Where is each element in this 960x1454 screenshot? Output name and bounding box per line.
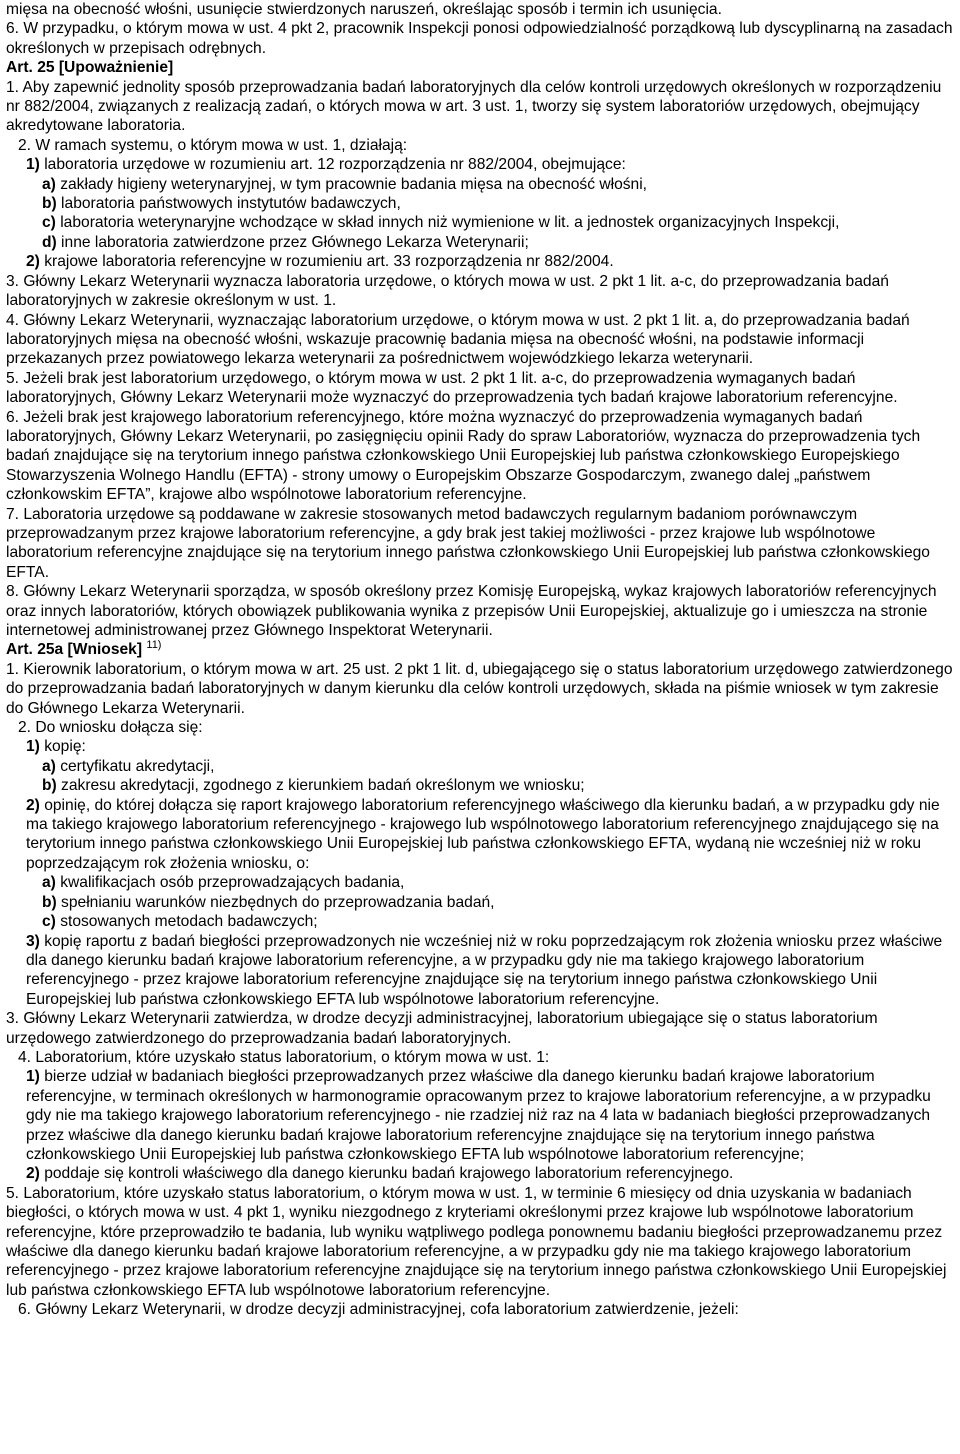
list-marker: a): [42, 874, 56, 892]
paragraph-text: 3. Główny Lekarz Weterynarii wyznacza laboratoria urzędowe, o których mowa w ust. 2 pkt 1 lit. a-c, do przeprowadzania badań laboratoryjnych w zakresie określonym w ust. 1.: [6, 272, 889, 310]
paragraph: [6, 1184, 956, 1300]
list-item: [6, 776, 956, 795]
paragraph-text: opinię, do której dołącza się raport krajowego laboratorium referencyjnego właściwego dla kierunku badań, a w przypadku gdy nie ma takiego krajowego laboratorium referencyjnego - krajowego lub wspólnotowego laboratorium referencyjnego znajdującego się na terytorium innego państwa członkowskiego Unii Europejskiej lub państwa członkowskiego EFTA, wydaną nie wcześniej niż w roku poprzedzającym rok złożenia wniosku, o:: [26, 796, 940, 872]
paragraph-text: laboratoria weterynaryjne wchodzące w skład innych niż wymienione w lit. a jednostek organizacyjnych Inspekcji,: [55, 214, 840, 232]
paragraph-text: laboratoria państwowych instytutów badawczych,: [56, 195, 401, 213]
paragraph-text: 7. Laboratoria urzędowe są poddawane w zakresie stosowanych metod badawczych regularnym badaniom porównawczym przeprowadzanym przez krajowe laboratorium referencyjne, a gdy brak jest takiej możliwości - przez krajowe lub wspólnotowe laboratorium referencyjne znajdujące się na terytorium innego państwa członkowskiego Unii Europejskiej lub państwa członkowskiego EFTA.: [6, 505, 930, 581]
paragraph-text: inne laboratoria zatwierdzone przez Głównego Lekarza Weterynarii;: [56, 233, 529, 251]
list-marker: 1): [26, 156, 40, 174]
paragraph-text: 1. Aby zapewnić jednolity sposób przeprowadzania badań laboratoryjnych dla celów kontroli urzędowych określonych w rozporządzeniu nr 882/2004, związanych z realizacją zadań, o których mowa w art. 3 ust. 1, tworzy się system laboratoriów urzędowych, obejmujący akredytowane laboratoria.: [6, 78, 942, 135]
paragraph-text: 6. Główny Lekarz Weterynarii, w drodze decyzji administracyjnej, cofa laboratorium zatwierdzenie, jeżeli:: [18, 1301, 739, 1319]
paragraph-text: spełnianiu warunków niezbędnych do przeprowadzania badań,: [56, 893, 495, 911]
paragraph: [6, 1009, 956, 1048]
paragraph: [6, 272, 956, 311]
paragraph-text: stosowanych metodach badawczych;: [55, 913, 318, 931]
list-marker: 2): [26, 1165, 40, 1183]
paragraph: [6, 369, 956, 408]
paragraph: [6, 1300, 956, 1319]
paragraph-text: 1. Kierownik laboratorium, o którym mowa w art. 25 ust. 2 pkt 1 lit. d, ubiegającego się o status laboratorium urzędowego zatwierdzonego do przeprowadzania badań laboratoryjnych w danym kierunku dla celów kontroli urzędowych, składa na piśmie wniosek w tym zakresie do Głównego Lekarza Weterynarii.: [6, 660, 953, 717]
paragraph: [6, 660, 956, 718]
paragraph: [6, 1048, 956, 1067]
paragraph-text: kopię:: [39, 738, 86, 756]
article-heading: [6, 58, 956, 77]
article-heading-text: Art. 25a [Wniosek]: [6, 641, 143, 659]
paragraph: [6, 311, 956, 369]
paragraph-text: 6. Jeżeli brak jest krajowego laboratorium referencyjnego, które można wyznaczyć do przeprowadzenia wymaganych badań laboratoryjnych, Główny Lekarz Weterynarii, po zasięgnięciu opinii Rady do spraw Laboratoriów, wyznacza do przeprowadzenia tych badań znajdujące się na terytorium innego państwa członkowskiego Unii Europejskiej lub państwa członkowskiego Europejskiego Stowarzyszenia Wolnego Handlu (EFTA) - strony umowy o Europejskim Obszarze Gospodarczym, zwanego dalej „państwem członkowskim EFTA”, krajowe albo wspólnotowe laboratorium referencyjne.: [6, 408, 921, 504]
article-heading: [6, 640, 956, 659]
list-item: [6, 194, 956, 213]
paragraph-text: mięsa na obecność włośni, usunięcie stwierdzonych naruszeń, określając sposób i termin ich usunięcia.: [6, 1, 722, 18]
paragraph: [6, 78, 956, 136]
paragraph-text: 5. Laboratorium, które uzyskało status laboratorium, o którym mowa w ust. 1, w terminie 6 miesięcy od dnia uzyskania w badaniach biegłości, o których mowa w ust. 4 pkt 1, wyniku niezgodnego z kryteriami określonymi przez krajowe lub wspólnotowe laboratorium referencyjne, które przeprowadziło te badania, lub wyniku wątpliwego podlega ponownemu badaniu biegłości przeprowadzanemu przez właściwe dla danego kierunku badań krajowe laboratorium referencyjne, a w przypadku gdy nie ma takiego krajowego laboratorium referencyjnego - przez krajowe laboratorium referencyjne znajdujące się na terytorium innego państwa członkowskiego Unii Europejskiej lub państwa członkowskiego EFTA lub wspólnotowe laboratorium referencyjne.: [6, 1184, 947, 1299]
paragraph-text: kwalifikacjach osób przeprowadzających badania,: [55, 874, 405, 892]
paragraph: [6, 505, 956, 583]
paragraph-text: krajowe laboratoria referencyjne w rozumieniu art. 33 rozporządzenia nr 882/2004.: [39, 253, 614, 271]
paragraph-text: bierze udział w badaniach biegłości przeprowadzanych przez właściwe dla danego kierunku badań krajowe laboratorium referencyjne, w terminach określonych w harmonogramie opracowanym przez to krajowe laboratorium referencyjne, a w przypadku gdy nie ma takiego krajowego laboratorium referencyjnego - nie rzadziej niż raz na 4 lata w badaniach biegłości przeprowadzanych przez właściwe dla danego kierunku badań krajowe laboratorium referencyjne znajdujące się na terytorium innego państwa członkowskiego Unii Europejskiej lub państwa członkowskiego EFTA lub wspólnotowe laboratorium referencyjne;: [26, 1068, 931, 1163]
list-item: [6, 1164, 956, 1183]
list-item: [6, 757, 956, 776]
list-item: [6, 155, 956, 174]
paragraph-text: laboratoria urzędowe w rozumieniu art. 12 rozporządzenia nr 882/2004, obejmujące:: [39, 156, 626, 174]
list-marker: b): [42, 777, 57, 795]
list-item: [6, 1067, 956, 1164]
paragraph-text: 2. Do wniosku dołącza się:: [18, 719, 203, 737]
list-marker: a): [42, 175, 56, 193]
list-marker: b): [42, 195, 57, 213]
list-marker: 1): [26, 1068, 40, 1086]
list-marker: 2): [26, 253, 40, 271]
paragraph-text: 5. Jeżeli brak jest laboratorium urzędowego, o którym mowa w ust. 2 pkt 1 lit. a-c, do przeprowadzenia wymaganych badań laboratoryjnych, Główny Lekarz Weterynarii może wyznaczyć do przeprowadzenia tych badań krajowe laboratorium referencyjne.: [6, 369, 898, 407]
paragraph-text: 3. Główny Lekarz Weterynarii zatwierdza, w drodze decyzji administracyjnej, laboratorium ubiegające się o status laboratorium urzędowego zatwierdzonego do przeprowadzania badań laboratoryjnych.: [6, 1010, 878, 1047]
list-item: [6, 213, 956, 232]
list-item: [6, 175, 956, 194]
list-marker: 2): [26, 796, 40, 814]
list-marker: 1): [26, 738, 40, 756]
paragraph-text: zakresu akredytacji, zgodnego z kierunkiem badań określonym we wniosku;: [56, 777, 585, 795]
list-item: [6, 873, 956, 892]
list-item: [6, 893, 956, 912]
article-heading-text: Art. 25 [Upoważnienie]: [6, 59, 174, 77]
list-marker: c): [42, 214, 56, 232]
paragraph-text: certyfikatu akredytacji,: [55, 757, 215, 775]
paragraph: [6, 582, 956, 640]
paragraph-text: 8. Główny Lekarz Weterynarii sporządza, w sposób określony przez Komisję Europejską, wykaz krajowych laboratoriów referencyjnych oraz innych laboratoriów, których obowiązek publikowania wynika z przepisów Unii Europejskiej, aktualizuje go i umieszcza na stronie internetowej administrowanej przez Głównego Inspektorat Weterynarii.: [6, 583, 937, 639]
paragraph-text: 4. Główny Lekarz Weterynarii, wyznaczając laboratorium urzędowe, o którym mowa w ust. 2 pkt 1 lit. a, do przeprowadzania badań laboratoryjnych mięsa na obecność włośni, wskazuje pracownię badania mięsa na obecność włośni, na podstawie informacji przekazanych przez powiatowego lekarza weterynarii za pośrednictwem wojewódzkiego lekarza weterynarii.: [6, 311, 910, 368]
paragraph-text: poddaje się kontroli właściwego dla danego kierunku badań krajowego laboratorium referencyjnego.: [39, 1165, 734, 1183]
list-item: [6, 796, 956, 874]
paragraph-text: zakłady higieny weterynaryjnej, w tym pracownie badania mięsa na obecność włośni,: [55, 175, 648, 193]
paragraph-text: 2. W ramach systemu, o którym mowa w ust. 1, działają:: [18, 136, 408, 154]
paragraph: [6, 136, 956, 155]
paragraph: [6, 718, 956, 737]
list-marker: a): [42, 757, 56, 775]
paragraph-text: 4. Laboratorium, które uzyskało status laboratorium, o którym mowa w ust. 1:: [18, 1048, 550, 1066]
list-marker: 3): [26, 932, 40, 950]
list-item: [6, 932, 956, 1010]
list-marker: b): [42, 893, 57, 911]
list-marker: d): [42, 233, 57, 251]
list-item: [6, 737, 956, 756]
paragraph: [6, 19, 956, 58]
list-item: [6, 252, 956, 271]
paragraph-text: kopię raportu z badań biegłości przeprowadzonych nie wcześniej niż w roku poprzedzającym rok złożenia wniosku przez właściwe dla danego kierunku badań krajowe laboratorium referencyjne, a w przypadku gdy nie ma takiego krajowego laboratorium referencyjnego - przez krajowe laboratorium referencyjne znajdujące się na terytorium innego państwa członkowskiego Unii Europejskiej lub państwa członkowskiego EFTA lub wspólnotowe laboratorium referencyjne.: [26, 932, 943, 1008]
paragraph: [6, 0, 956, 19]
footnote-ref: 11): [146, 639, 162, 652]
list-marker: c): [42, 913, 56, 931]
paragraph: [6, 408, 956, 505]
paragraph-text: 6. W przypadku, o którym mowa w ust. 4 pkt 2, pracownik Inspekcji ponosi odpowiedzialność porządkową lub dyscyplinarną na zasadach określonych w przepisach odrębnych.: [6, 20, 953, 57]
list-item: [6, 233, 956, 252]
list-item: [6, 912, 956, 931]
